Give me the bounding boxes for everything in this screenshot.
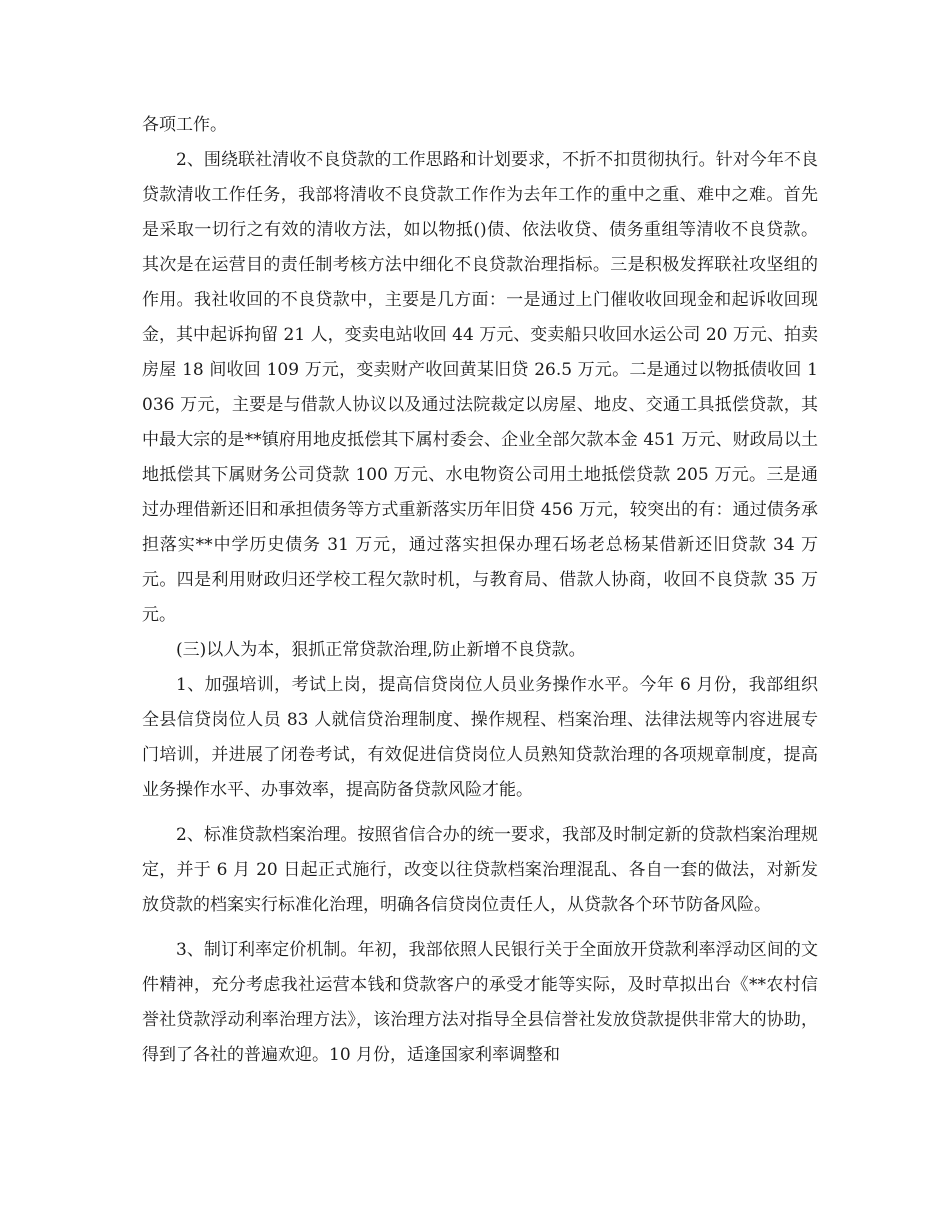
paragraph-loan-recovery: 2、围绕联社清收不良贷款的工作思路和计划要求，不折不扣贯彻执行。针对今年不良贷款清收工作任务，我部将清收不良贷款工作作为去年工作的重中之重、难中之难。首先是采取一切行之有效的清收方法，如以物抵()债、依法收贷、债务重组等清收不良贷款。其次是在运营目的责任制考核方法中细化不良贷款治理指标。三是积极发挥联社攻坚组的作用。我社收回的不良贷款中，主要是几方面：一是通过上门催收收回现金和起诉收回现金，其中起诉拘留 21 人，变卖电站收回 44 万元、变卖船只收回水运公司 20 万元、拍卖房屋 18 间收回 109 万元，变卖财产收回黄某旧贷 26.5 万元。二是通过以物抵债收回 1036 万元，主要是与借款人协议以及通过法院裁定以房屋、地皮、交通工具抵偿贷款，其中最大宗的是**镇府用地皮抵偿其下属村委会、企业全部欠款本金 451 万元、财政局以土地抵偿其下属财务公司贷款 100 万元、水电物资公司用土地抵偿贷款 205 万元。三是通过办理借新还旧和承担债务等方式重新落实历年旧贷 456 万元，较突出的有：通过债务承担落实**中学历史债务 31 万元，通过落实担保办理石场老总杨某借新还旧贷款 34 万元。四是利用财政归还学校工程欠款时机，与教育局、借款人协商，收回不良贷款 35 万元。 [142,150,818,625]
paragraph-interest-rate-pricing: 3、制订利率定价机制。年初，我部依照人民银行关于全面放开贷款利率浮动区间的文件精神，充分考虑我社运营本钱和贷款客户的承受才能等实际，及时草拟出台《**农村信誉社贷款浮动利率治理方法》，该治理方法对指导全县信誉社发放贷款提供非常大的协助，得到了各社的普遍欢迎。10 月份，适逢国家利率调整和 [142,940,818,1065]
document-page [142,108,818,1073]
paragraph-loan-archives: 2、标准贷款档案治理。按照省信合办的统一要求，我部及时制定新的贷款档案治理规定，并于 6 月 20 日起正式施行，改变以往贷款档案治理混乱、各自一套的做法，对新发放贷款的档案实行标准化治理，明确各信贷岗位责任人，从贷款各个环节防备风险。 [142,825,818,915]
paragraph-training: 1、加强培训，考试上岗，提高信贷岗位人员业务操作水平。今年 6 月份，我部组织全县信贷岗位人员 83 人就信贷治理制度、操作规程、档案治理、法律法规等内容进展专门培训，并进展了闭卷考试，有效促进信贷岗位人员熟知贷款治理的各项规章制度，提高业务操作水平、办事效率，提高防备贷款风险才能。 [142,675,818,800]
paragraph-continuation: 各项工作。 [142,115,227,135]
section-heading-normal-loan-management: (三)以人为本，狠抓正常贷款治理,防止新增不良贷款。 [176,640,586,660]
